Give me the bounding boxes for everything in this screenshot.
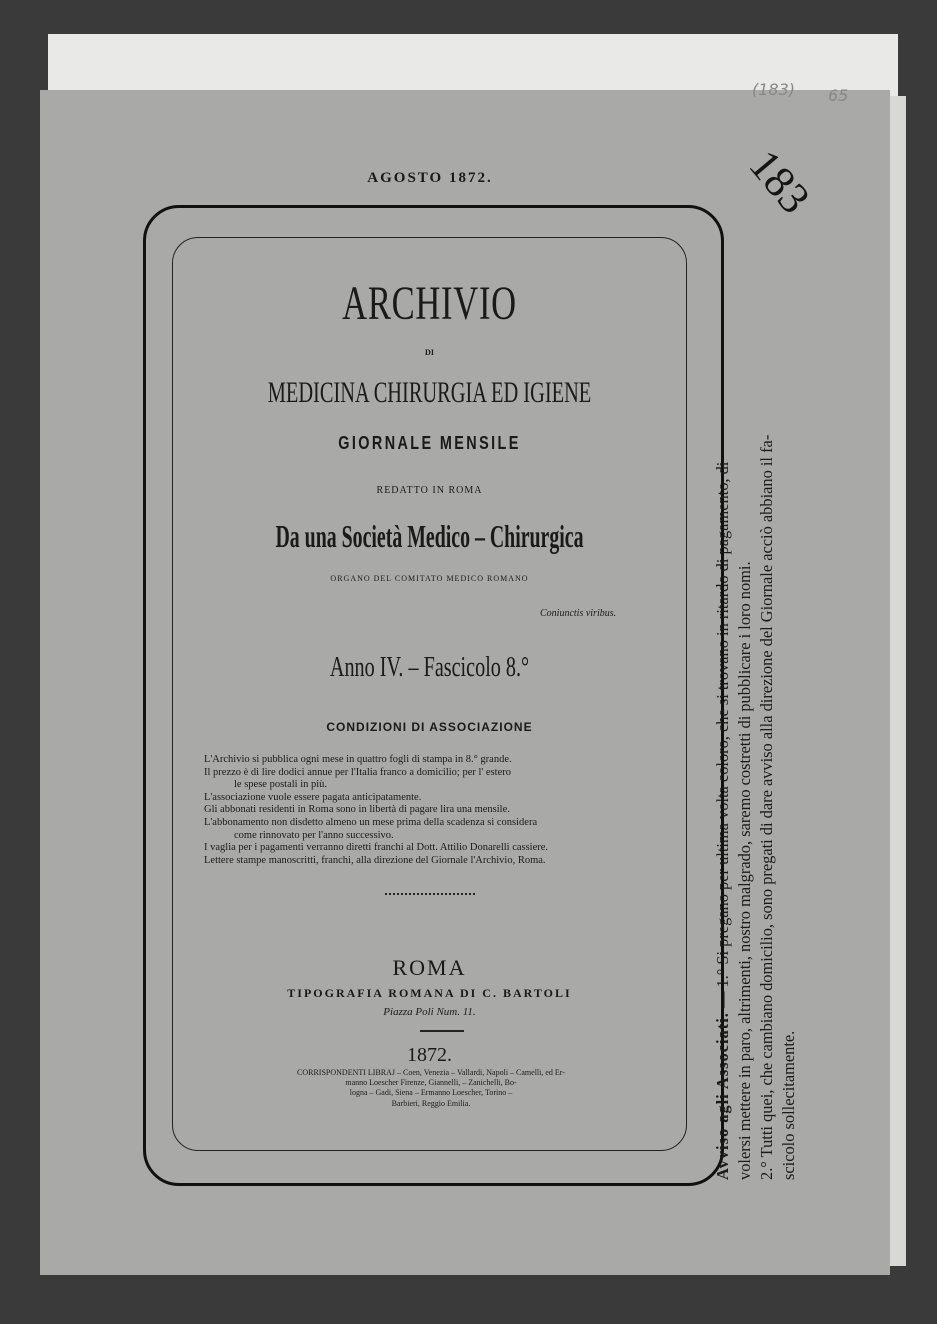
- journal-subtitle: MEDICINA CHIRURGIA ED IGIENE: [267, 376, 592, 409]
- journal-frequency: GIORNALE MENSILE: [338, 433, 521, 453]
- pencil-annotation-right: 65: [828, 86, 849, 105]
- rule-divider: [420, 1030, 464, 1032]
- subscriber-notice: [712, 170, 800, 1180]
- journal-title: ARCHIVIO: [342, 277, 517, 330]
- conditions-text: [204, 754, 660, 867]
- conditions-line: I vaglia per i pagamenti verranno diretti franchi al Dott. Attilio Donarelli cassiere.: [204, 842, 549, 854]
- issue-date: AGOSTO 1872.: [367, 170, 493, 186]
- printer-address: Piazza Poli Num. 11.: [383, 1006, 476, 1018]
- notice-lead: Avviso agli Associati.: [713, 1012, 732, 1180]
- edited-in: REDATTO IN ROMA: [376, 485, 483, 496]
- conditions-line: L'associazione vuole essere pagata anticipatamente.: [204, 791, 422, 803]
- notice-line: 2.° Tutti quei, che cambiano domicilio, sono pregati di dare avviso alla direzione del Giornale acciò abbiano il fa-: [757, 434, 776, 1180]
- printer: TIPOGRAFIA ROMANA DI C. BARTOLI: [287, 986, 572, 1000]
- conditions-line: Il prezzo è di lire dodici annue per l'Italia franco a domicilio; per l' estero: [204, 766, 511, 778]
- notice-line: volersi mettere in paro, altrimenti, nostro malgrado, saremo costretti di pubblicare i loro nomi.: [735, 561, 754, 1180]
- booksellers-list: [182, 1068, 680, 1109]
- conditions-line: Lettere stampe manoscritti, franchi, alla direzione del Giornale l'Archivio, Roma.: [204, 854, 546, 866]
- folio-number: 183: [739, 140, 820, 223]
- notice-line: scicolo sollecitamente.: [779, 1030, 798, 1180]
- conditions-line: come rinnovato per l'anno successivo.: [234, 829, 394, 841]
- conditions-line: L'Archivio si pubblica ogni mese in quattro fogli di stampa in 8.° grande.: [204, 754, 512, 765]
- ornament-divider: [385, 893, 475, 897]
- pencil-annotation-left: (183): [752, 80, 796, 99]
- imprint-year: 1872.: [407, 1044, 452, 1066]
- publisher-society: Da una Società Medico – Chirurgica: [275, 518, 584, 554]
- conditions-heading: CONDIZIONI DI ASSOCIAZIONE: [326, 720, 533, 734]
- booksellers-line: logna – Gadi, Siena – Ermanno Loescher, Torino –: [349, 1088, 513, 1098]
- booksellers-line: manno Loescher Firenze, Giannelli, – Zanichelli, Bo-: [345, 1078, 517, 1088]
- conditions-line: le spese postali in più.: [234, 779, 328, 791]
- title-connector: DI: [425, 348, 434, 357]
- motto: Coniunctis viribus.: [540, 608, 617, 619]
- volume-issue: Anno IV. – Fascicolo 8.°: [329, 652, 530, 683]
- conditions-line: Gli abbonati residenti in Roma sono in libertà di pagare lira una mensile.: [204, 804, 510, 816]
- conditions-line: L'abbonamento non disdetto almeno un mese prima della scadenza si considera: [204, 816, 538, 828]
- booksellers-line: Barbieri, Reggio Emilia.: [391, 1098, 471, 1108]
- booksellers-line: CORRISPONDENTI LIBRAJ – Coen, Venezia – Vallardi, Napoli – Camelli, ed Er-: [297, 1068, 565, 1077]
- notice-line: — 1.° Si pregano per ultima volta coloro, che si trovano in ritardo di pagamento, di: [713, 461, 732, 1013]
- imprint-city: ROMA: [392, 955, 467, 980]
- organ-statement: ORGANO DEL COMITATO MEDICO ROMANO: [330, 574, 529, 583]
